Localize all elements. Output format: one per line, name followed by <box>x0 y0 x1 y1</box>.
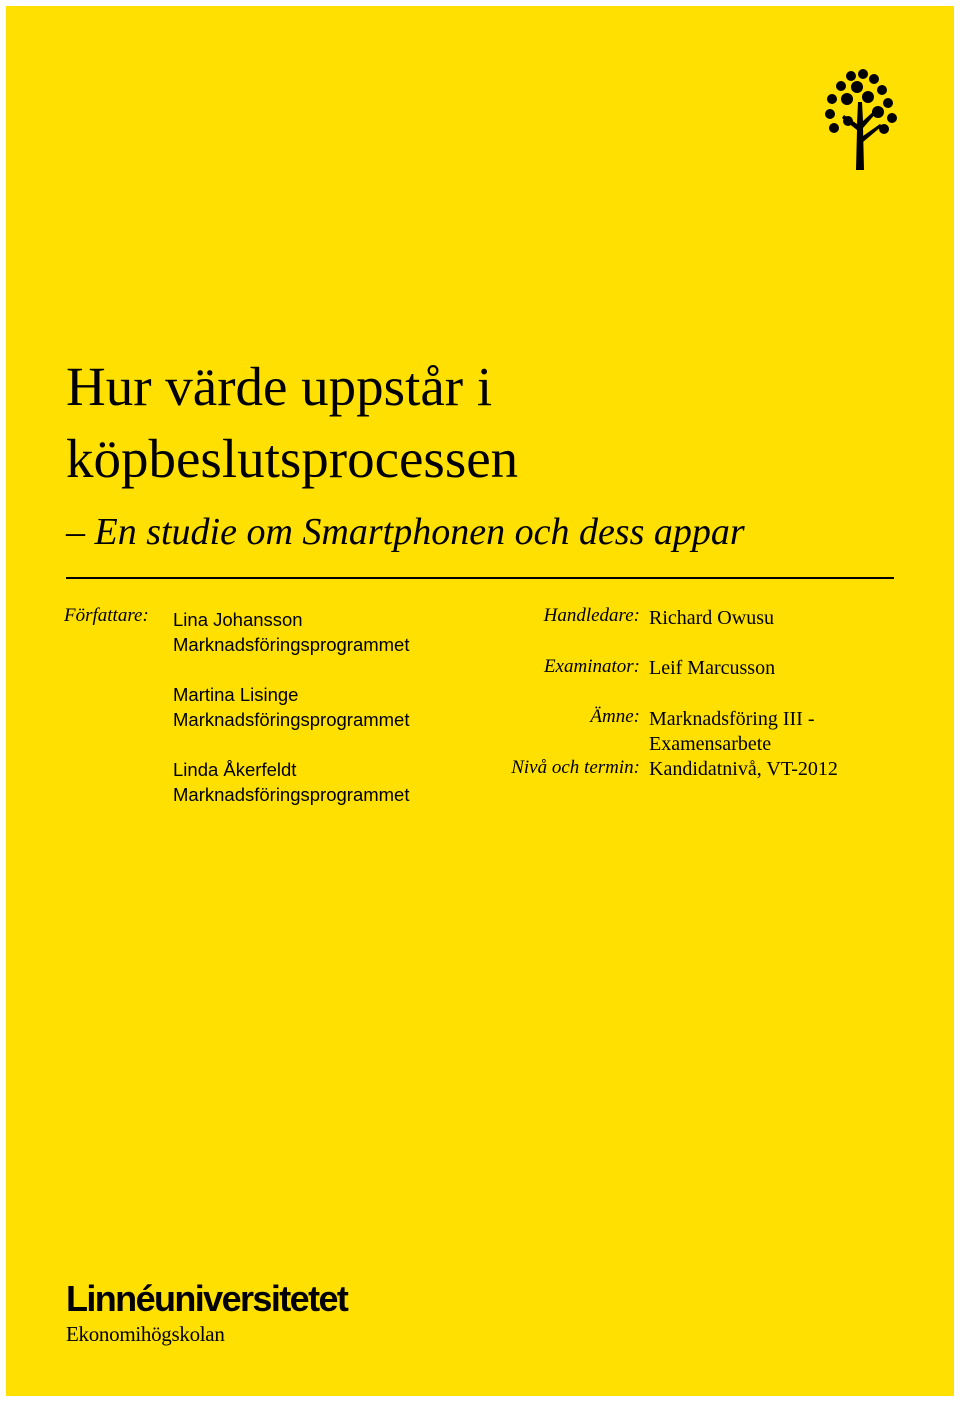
author-name: Lina Johansson <box>173 609 303 630</box>
author-name: Linda Åkerfeldt <box>173 759 297 780</box>
university-logo <box>66 1279 347 1347</box>
author-3 <box>173 757 409 807</box>
school-name: Ekonomihögskolan <box>66 1322 225 1346</box>
university-name: Linnéuniversitetet <box>66 1278 348 1319</box>
author-program: Marknadsföringsprogrammet <box>173 709 410 730</box>
authors-label: Författare: <box>64 605 149 626</box>
subject-line-2: Examensarbete <box>649 733 772 755</box>
author-program: Marknadsföringsprogrammet <box>173 634 410 655</box>
examiner-label: Examinator: <box>543 656 640 677</box>
cover-page <box>6 6 954 1396</box>
author-2 <box>173 682 409 732</box>
level-label: Nivå och termin: <box>511 757 640 778</box>
subject-line-1: Marknadsföring III - <box>649 708 815 730</box>
supervisor-value: Richard Owusu <box>649 607 774 629</box>
title-line-1: Hur värde uppstår i <box>66 356 493 417</box>
subject-label: Ämne: <box>590 706 640 727</box>
author-1 <box>173 607 409 657</box>
examiner-value: Leif Marcusson <box>649 657 776 679</box>
divider-line <box>66 577 894 579</box>
document-subtitle: – En studie om Smartphonen och dess appar <box>66 511 745 553</box>
tree-icon <box>820 66 900 171</box>
title-line-2: köpbeslutsprocessen <box>66 428 519 489</box>
supervisor-label: Handledare: <box>543 605 640 626</box>
author-name: Martina Lisinge <box>173 684 299 705</box>
subject-value <box>649 707 815 757</box>
document-title <box>66 351 518 495</box>
author-program: Marknadsföringsprogrammet <box>173 784 410 805</box>
level-value: Kandidatnivå, VT-2012 <box>649 758 838 780</box>
